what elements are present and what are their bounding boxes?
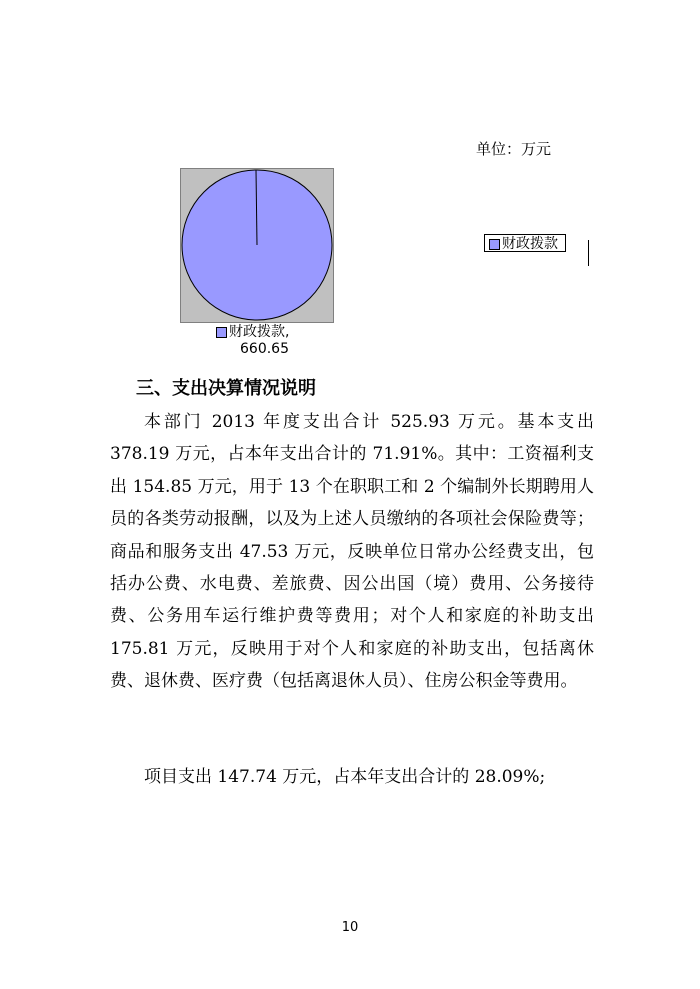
slice-swatch <box>216 327 227 338</box>
chart-legend <box>484 234 566 252</box>
legend-swatch <box>489 239 500 250</box>
legend-tick-line <box>588 240 589 266</box>
pie-chart-svg <box>181 169 333 322</box>
unit-label: 单位：万元 <box>476 140 552 158</box>
section-heading: 三、支出决算情况说明 <box>136 378 316 399</box>
pie-chart <box>180 168 334 323</box>
paragraph-project-expenditure: 项目支出 147.74 万元，占本年支出合计的 28.09%; <box>144 767 546 787</box>
legend-label: 财政拨款 <box>502 236 558 252</box>
slice-label-text: 财政拨款, <box>229 324 290 340</box>
slice-value: 660.65 <box>240 341 289 357</box>
pie-slice-label <box>216 324 289 358</box>
paragraph-basic-expenditure: 本部门 2013 年度支出合计 525.93 万元。基本支出 378.19 万元，占本年支出合计的 71.91%。其中：工资福利支出 154.85 万元，用于 13 个在职职工和 2 个编制外长期聘用人员的各类劳动报酬，以及为上述人员缴纳的各项社会保险费等；商品和服务支出 47.53 万元，反映单位日常办公经费支出，包括办公费、水电费、差旅费、因公出国（境）费用、公务接待费、公务用车运行维护费等费用；对个人和家庭的补助支出 175.81 万元，反映用于对个人和家庭的补助支出，包括离休费、退休费、医疗费（包括离退休人员）、住房公积金等费用。 <box>110 412 594 692</box>
page-number: 10 <box>341 920 359 935</box>
